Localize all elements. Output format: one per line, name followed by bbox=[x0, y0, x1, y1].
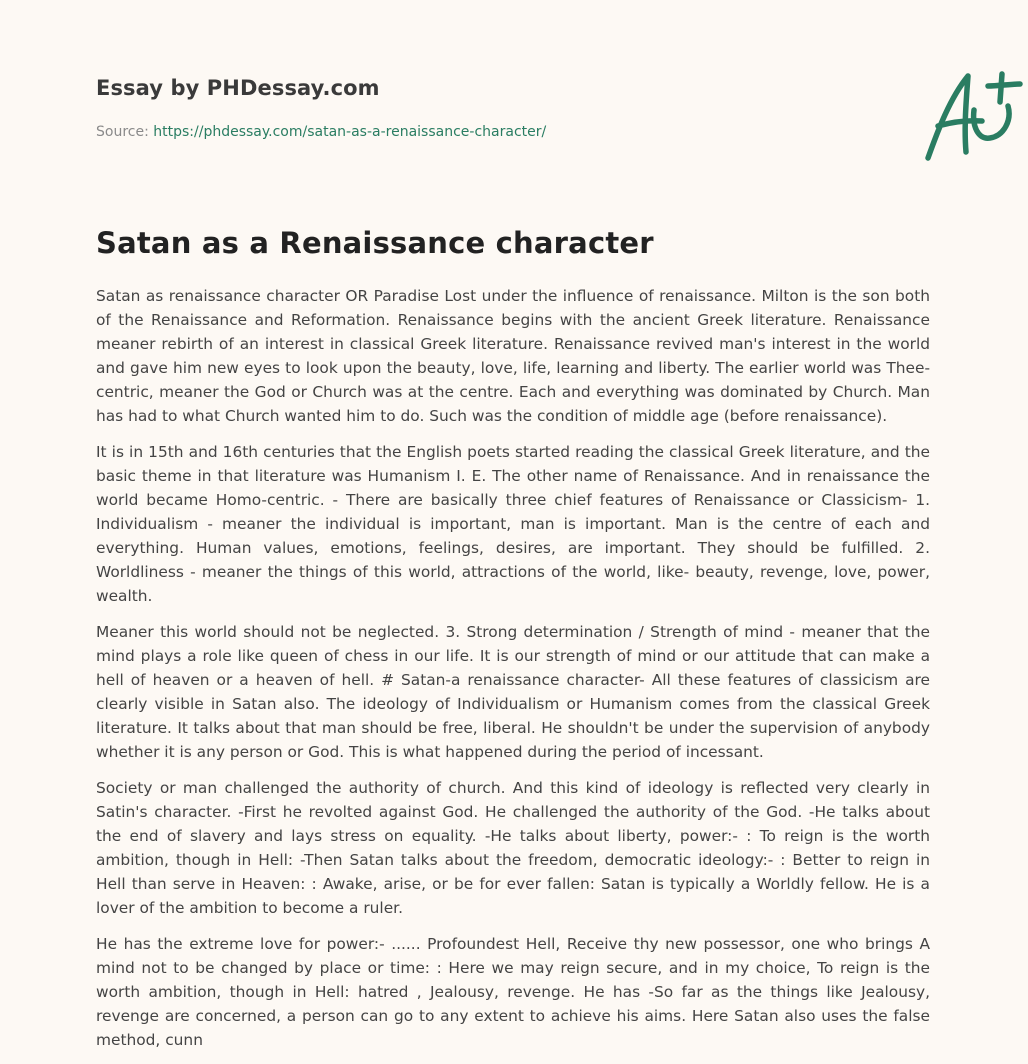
source-label: Source: bbox=[96, 124, 154, 140]
article-title: Satan as a Renaissance character bbox=[96, 226, 654, 260]
article-paragraph: Satan as renaissance character OR Paradise Lost under the influence of renaissance. Milton is the son both of the Renaissance and Reformation. Renaissance begins with the ancient Greek literature. Renaissance meaner rebirth of an interest in classical Greek literature. Renaissance revived man's interest in the world and gave him new eyes to look upon the beauty, love, life, learning and liberty. The earlier world was Thee-centric, meaner the God or Church was at the centre. Each and everything was dominated by Church. Man has had to what Church wanted him to do. Such was the condition of middle age (before renaissance). bbox=[96, 287, 930, 425]
article-paragraph: It is in 15th and 16th centuries that the English poets started reading the classical Greek literature, and the basic theme in that literature was Humanism I. E. The other name of Renaissance. And in renaissance the world became Homo-centric. - There are basically three chief features of Renaissance or Classicism- 1. Individualism - meaner the individual is important, man is important. Man is the centre of each and everything. Human values, emotions, feelings, desires, are important. They should be fulfilled. 2. Worldliness - meaner the things of this world, attractions of the world, like- beauty, revenge, love, power, wealth. bbox=[96, 443, 930, 605]
site-brand: Essay by PHDessay.com bbox=[96, 76, 380, 100]
a-plus-grade-icon bbox=[916, 64, 1028, 168]
source-link[interactable]: https://phdessay.com/satan-as-a-renaissance-character/ bbox=[153, 124, 547, 140]
source-line bbox=[96, 124, 546, 140]
article-body bbox=[96, 284, 930, 1064]
article-paragraph: Society or man challenged the authority of church. And this kind of ideology is reflected very clearly in Satin's character. -First he revolted against God. He challenged the authority of the God. -He talks about the end of slavery and lays stress on equality. -He talks about liberty, power:- : To reign is the worth ambition, though in Hell: -Then Satan talks about the freedom, democratic ideology:- : Better to reign in Hell than serve in Heaven: : Awake, arise, or be for ever fallen: Satan is typically a Worldly fellow. He is a lover of the ambition to become a ruler. bbox=[96, 779, 930, 917]
article-paragraph: Meaner this world should not be neglected. 3. Strong determination / Strength of mind - meaner that the mind plays a role like queen of chess in our life. It is our strength of mind or our attitude that can make a hell of heaven or a heaven of hell. # Satan-a renaissance character- All these features of classicism are clearly visible in Satan also. The ideology of Individualism or Humanism comes from the classical Greek literature. It talks about that man should be free, liberal. He shouldn't be under the supervision of anybody whether it is any person or God. This is what happened during the period of incessant. bbox=[96, 623, 930, 761]
article-paragraph: He has the extreme love for power:- ...... Profoundest Hell, Receive thy new possessor, one who brings A mind not to be changed by place or time: : Here we may reign secure, and in my choice, To reign is the worth ambition, though in Hell: hatred , Jealousy, revenge. He has -So far as the things like Jealousy, revenge are concerned, a person can go to any extent to achieve his aims. Here Satan also uses the false method, cunn bbox=[96, 935, 930, 1049]
